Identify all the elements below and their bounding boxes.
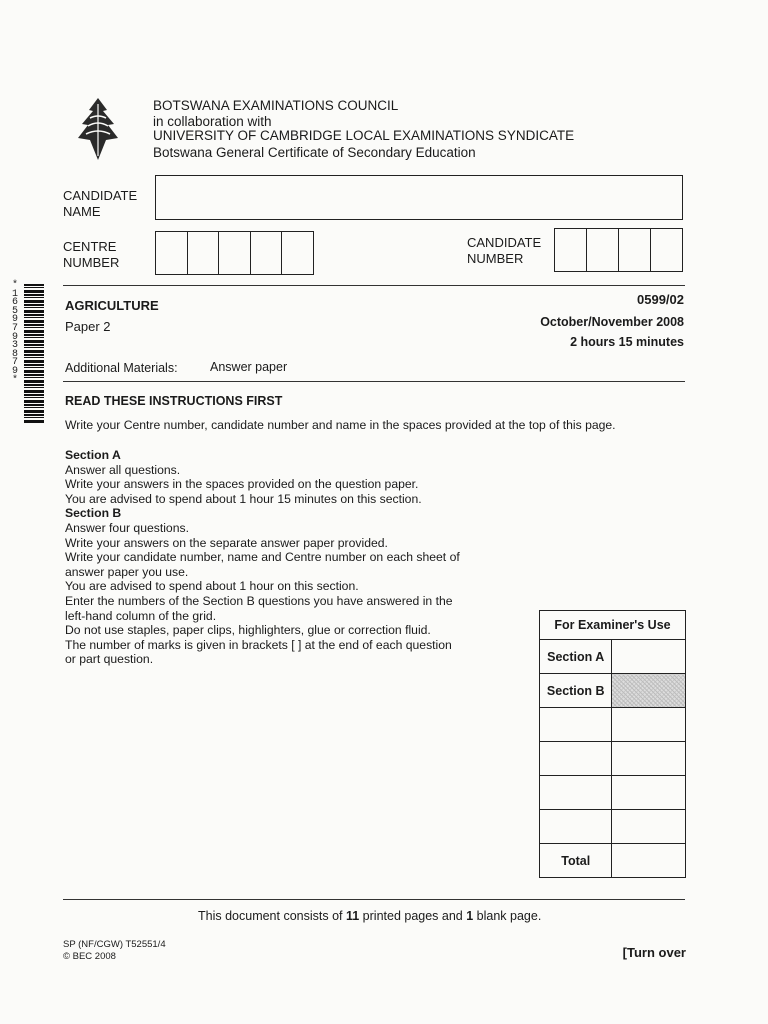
materials-value: Answer paper <box>210 360 288 374</box>
barcode-number: *1659793879* <box>12 280 19 386</box>
council-name: BOTSWANA EXAMINATIONS COUNCIL <box>153 98 399 113</box>
section-a-line: Write your answers in the spaces provided on the question paper. <box>65 477 419 492</box>
rule-middle <box>63 381 685 382</box>
instructions-body <box>65 448 460 667</box>
centre-number-label: CENTRE NUMBER <box>63 239 120 270</box>
question-number-cell[interactable] <box>540 708 612 742</box>
question-number-cell[interactable] <box>540 776 612 810</box>
question-mark-cell[interactable] <box>612 708 686 742</box>
section-b-shaded-cell <box>612 674 686 708</box>
document-reference: SP (NF/CGW) T52551/4 © BEC 2008 <box>63 939 166 962</box>
total-label: Total <box>540 844 612 878</box>
subject-title: AGRICULTURE <box>65 298 159 313</box>
page-count-note: This document consists of 11 printed pages and 1 blank page. <box>198 909 542 923</box>
candidate-name-label: CANDIDATE NAME <box>63 188 138 219</box>
section-a-mark-cell[interactable] <box>612 640 686 674</box>
centre-number-field[interactable] <box>155 231 314 275</box>
paper-code: 0599/02 <box>637 292 684 307</box>
section-b-line: Enter the numbers of the Section B questions you have answered in the <box>65 593 453 608</box>
instructions-intro: Write your Centre number, candidate number and name in the spaces provided at the top of this page. <box>65 418 616 432</box>
certificate-name: Botswana General Certificate of Secondary Education <box>153 145 476 160</box>
section-a-line: Answer all questions. <box>65 462 181 477</box>
section-b-label: Section B <box>540 674 612 708</box>
section-b-title: Section B <box>65 506 122 521</box>
section-b-line: left-hand column of the grid. <box>65 608 217 623</box>
paper-number: Paper 2 <box>65 319 111 334</box>
candidate-name-field[interactable] <box>155 175 683 220</box>
section-b-line: answer paper you use. <box>65 564 189 579</box>
section-b-line: You are advised to spend about 1 hour on this section. <box>65 579 359 594</box>
question-mark-cell[interactable] <box>612 810 686 844</box>
section-a-title: Section A <box>65 448 121 462</box>
materials-label: Additional Materials: <box>65 361 178 375</box>
question-number-cell[interactable] <box>540 742 612 776</box>
section-b-line: The number of marks is given in brackets [ ] at the end of each question <box>65 637 452 652</box>
section-b-line: Write your candidate number, name and Centre number on each sheet of <box>65 550 460 565</box>
rule-top <box>63 285 685 286</box>
examiners-use-title: For Examiner's Use <box>540 611 686 640</box>
candidate-number-label: CANDIDATE NUMBER <box>467 235 542 266</box>
candidate-number-field[interactable] <box>554 228 683 272</box>
question-mark-cell[interactable] <box>612 742 686 776</box>
exam-duration: 2 hours 15 minutes <box>570 335 684 349</box>
total-mark-cell[interactable] <box>612 844 686 878</box>
barcode <box>24 284 44 424</box>
examiners-use-grid <box>539 610 686 878</box>
section-b-line: Write your answers on the separate answer paper provided. <box>65 535 388 550</box>
exam-session: October/November 2008 <box>540 315 684 329</box>
section-a-label: Section A <box>540 640 612 674</box>
collaboration-text: in collaboration with <box>153 114 272 129</box>
section-b-line: or part question. <box>65 652 154 667</box>
section-a-line: You are advised to spend about 1 hour 15 minutes on this section. <box>65 491 422 506</box>
section-b-line: Do not use staples, paper clips, highlighters, glue or correction fluid. <box>65 623 431 638</box>
rule-bottom <box>63 899 685 900</box>
bec-logo <box>76 96 120 162</box>
instructions-heading: READ THESE INSTRUCTIONS FIRST <box>65 394 283 408</box>
section-b-line: Answer four questions. <box>65 520 189 535</box>
turn-over: [Turn over <box>622 945 686 960</box>
syndicate-name: UNIVERSITY OF CAMBRIDGE LOCAL EXAMINATIONS SYNDICATE <box>153 128 575 143</box>
question-mark-cell[interactable] <box>612 776 686 810</box>
question-number-cell[interactable] <box>540 810 612 844</box>
